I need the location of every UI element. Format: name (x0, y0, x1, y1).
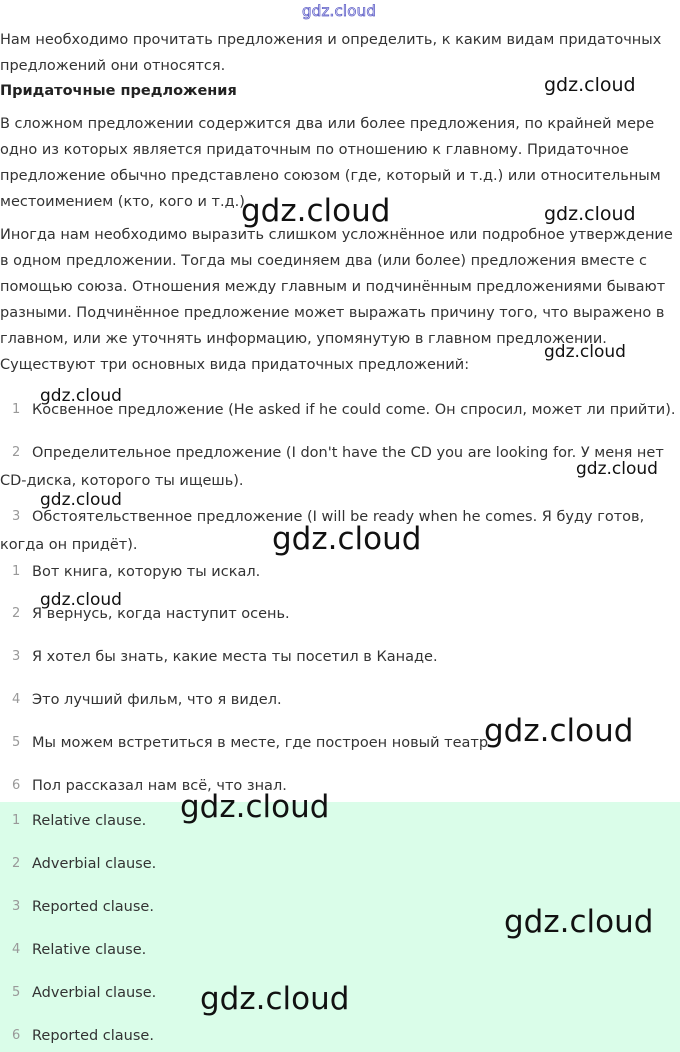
paragraph: Существуют три основных вида придаточных предложений: (0, 357, 470, 373)
list-number: 2 (12, 606, 21, 621)
watermark: gdz.cloud (200, 981, 350, 1017)
list-text: Вот книга, которую ты искал. (32, 564, 261, 580)
watermark: gdz.cloud (272, 521, 422, 557)
list-number: 1 (12, 813, 21, 828)
list-text: Косвенное предложение (He asked if he could come. Он спросил, может ли прийти). (32, 402, 676, 418)
list-text: Определительное предложение (I don't have the CD you are looking for. У меня нет CD-диска, которого ты ищешь). (0, 445, 664, 489)
watermark: gdz.cloud (544, 203, 636, 225)
watermark: gdz.cloud (484, 713, 634, 749)
watermark: gdz.cloud (544, 342, 626, 362)
list-number: 5 (12, 735, 21, 750)
list-number: 2 (12, 445, 21, 460)
list-text: Обстоятельственное предложение (I will be ready when he comes. Я буду готов, когда он придёт). (0, 509, 645, 553)
watermark: gdz.cloud (40, 386, 122, 406)
list-text: Мы можем встретиться в месте, где построен новый театр. (32, 735, 493, 751)
watermark: gdz.cloud (576, 459, 658, 479)
watermark: gdz.cloud (544, 74, 636, 96)
section-heading: Придаточные предложения (0, 83, 237, 99)
list-number: 4 (12, 692, 21, 707)
list-text: Я хотел бы знать, какие места ты посетил в Канаде. (32, 649, 438, 665)
watermark: gdz.cloud (40, 490, 122, 510)
list-text: Reported clause. (32, 899, 154, 915)
list-number: 2 (12, 856, 21, 871)
list-number: 5 (12, 985, 21, 1000)
list-number: 6 (12, 1028, 21, 1043)
list-text: Пол рассказал нам всё, что знал. (32, 778, 287, 794)
watermark: gdz.cloud (241, 193, 391, 229)
list-text: Reported clause. (32, 1028, 154, 1044)
list-text: Это лучший фильм, что я видел. (32, 692, 282, 708)
list-number: 4 (12, 942, 21, 957)
list-number: 1 (12, 402, 21, 417)
watermark: gdz.cloud (504, 904, 654, 940)
paragraph: В сложном предложении содержится два или более предложения, по крайней мере одно из которых является придаточным по отношению к главному. Придаточное предложение обычно представлено союзом (где, который и т.д.) или относительным местоимением (кто, кого и т.д.). (0, 116, 661, 210)
list-text: Я вернусь, когда наступит осень. (32, 606, 290, 622)
list-text: Relative clause. (32, 942, 147, 958)
list-number: 6 (12, 778, 21, 793)
watermark: gdz.cloud (40, 590, 122, 610)
list-number: 3 (12, 899, 21, 914)
list-text: Adverbial clause. (32, 985, 157, 1001)
site-logo[interactable]: gdz.cloud (302, 2, 377, 20)
list-number: 1 (12, 564, 21, 579)
watermark: gdz.cloud (180, 789, 330, 825)
intro-text: Нам необходимо прочитать предложения и определить, к каким видам придаточных предложений они относятся. (0, 32, 662, 74)
list-number: 3 (12, 649, 21, 664)
list-text: Relative clause. (32, 813, 147, 829)
list-number: 3 (12, 509, 21, 524)
paragraph: Иногда нам необходимо выразить слишком усложнённое или подробное утверждение в одном предложении. Тогда мы соединяем два (или более) предложения вместе с помощью союза. Отношения между главным и подчинённым предложениями бывают разными. Подчинённое предложение может выражать причину того, что выражено в главном, или же уточнять информацию, упомянутую в главном предложении. (0, 227, 673, 347)
list-text: Adverbial clause. (32, 856, 157, 872)
